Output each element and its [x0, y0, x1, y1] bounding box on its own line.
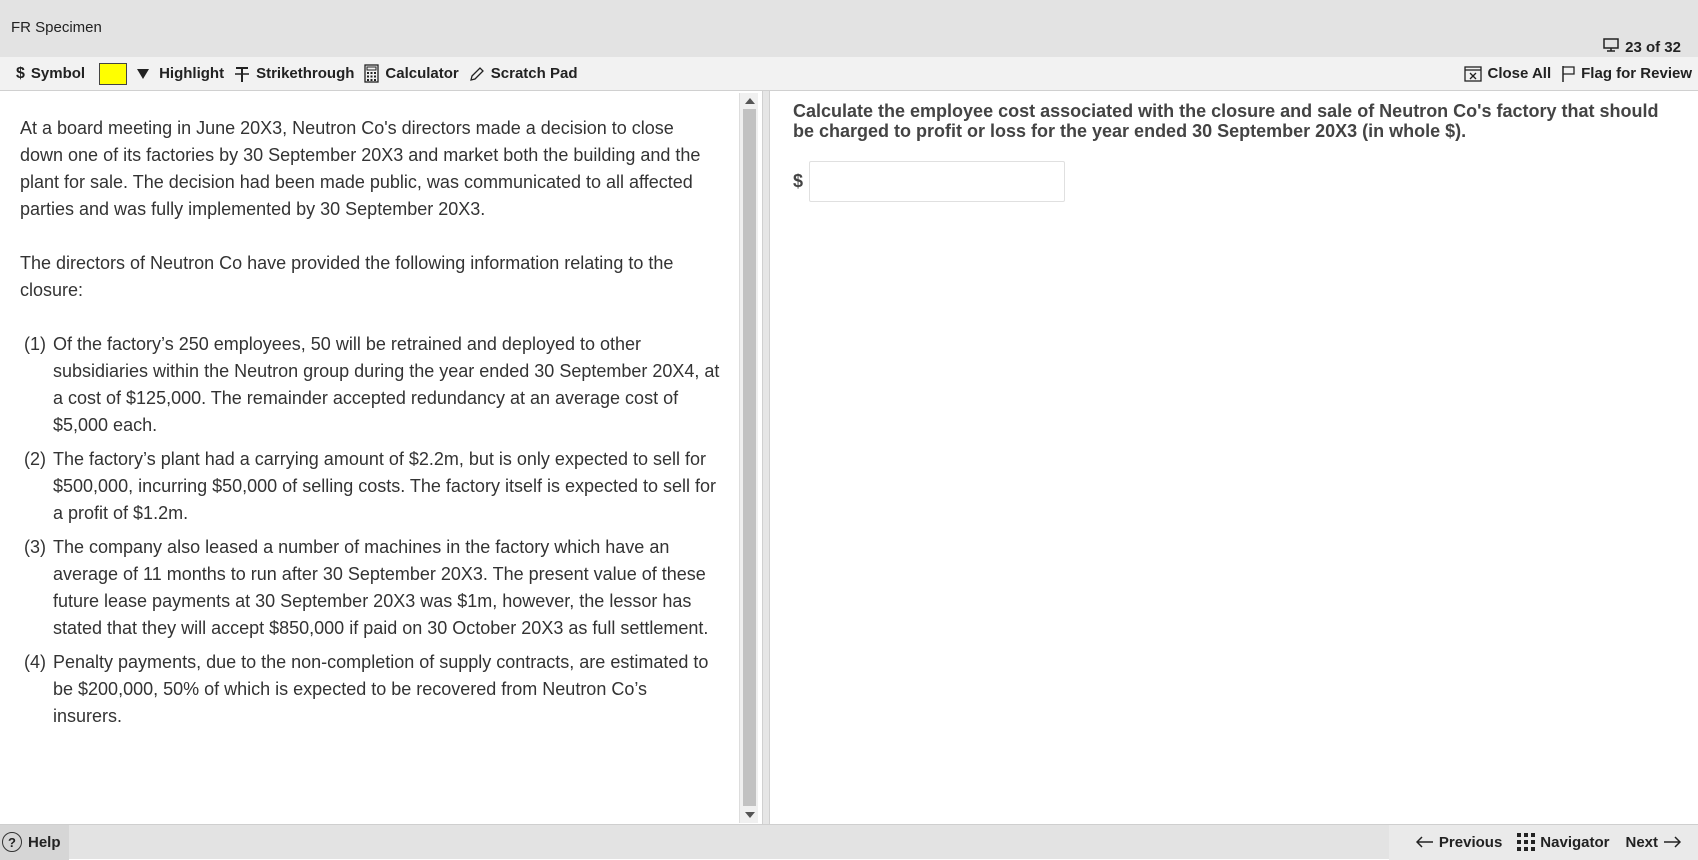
pencil-icon: [469, 66, 485, 82]
navigation-group: [1389, 825, 1698, 860]
monitor-icon: [1603, 38, 1619, 56]
next-label: Next: [1625, 833, 1658, 851]
next-button[interactable]: [1625, 834, 1686, 851]
grid-icon: [1517, 833, 1535, 851]
scenario-scrollbar[interactable]: [739, 93, 758, 823]
help-icon: ?: [2, 832, 22, 852]
scenario-numbered-list: [20, 331, 720, 730]
scroll-down-icon[interactable]: [745, 812, 755, 818]
scenario-content: [20, 115, 720, 737]
list-item: [20, 649, 720, 730]
flag-for-review-button[interactable]: [1561, 65, 1692, 83]
close-all-label: Close All: [1487, 65, 1552, 82]
scenario-paragraph-1: At a board meeting in June 20X3, Neutron Co's directors made a decision to close down one of its factories by 30 September 20X3 and market both the building and the plant for sale. The decision had been made public, was communicated to all affected parties and was fully implemented by 30 September 20X3.: [20, 118, 701, 219]
strikethrough-icon: [234, 66, 250, 82]
highlight-color-swatch[interactable]: [99, 63, 127, 85]
strikethrough-label: Strikethrough: [256, 65, 355, 82]
list-item-number: (1): [24, 334, 46, 354]
scroll-up-icon[interactable]: [745, 98, 755, 104]
list-item-text: Penalty payments, due to the non-completion of supply contracts, are estimated to be $200,000, 50% of which is expected to be recovered from Neutron Co’s insurers.: [53, 652, 709, 726]
question-pane: [771, 91, 1698, 824]
question-text: Calculate the employee cost associated with the closure and sale of Neutron Co's factory that should be charged to profit or loss for the year ended 30 September 20X3 (in whole $).: [793, 101, 1659, 141]
flag-for-review-label: Flag for Review: [1581, 65, 1692, 82]
symbol-button[interactable]: [16, 65, 85, 83]
title-bar: [0, 0, 1698, 57]
list-item-text: Of the factory’s 250 employees, 50 will be retrained and deployed to other subsidiaries within the Neutron group during the year ended 30 September 20X4, at a cost of $125,000. The remainder accepted redundancy at an average cost of $5,000 each.: [53, 334, 720, 435]
scratch-pad-button[interactable]: [469, 65, 578, 82]
highlight-button[interactable]: [137, 65, 224, 82]
dropdown-triangle-icon[interactable]: [137, 69, 149, 79]
symbol-label: Symbol: [30, 65, 86, 82]
close-all-button[interactable]: [1464, 65, 1552, 82]
scrollbar-thumb[interactable]: [743, 109, 756, 806]
scenario-pane: [0, 91, 741, 824]
list-item-number: (4): [24, 652, 46, 672]
list-item-text: The factory’s plant had a carrying amount of $2.2m, but is only expected to sell for $500,000, incurring $50,000 of selling costs. The factory itself is expected to sell for a profit of $1.2m.: [53, 449, 717, 523]
scenario-paragraph-2: The directors of Neutron Co have provided the following information relating to the closure:: [20, 253, 674, 300]
footer-bar: [0, 824, 1698, 859]
previous-button[interactable]: [1411, 834, 1502, 851]
list-item-number: (2): [24, 449, 46, 469]
arrow-right-icon: [1663, 836, 1681, 848]
navigator-label: Navigator: [1540, 833, 1610, 851]
list-item-text: The company also leased a number of machines in the factory which have an average of 11 months to run after 30 September 20X3. The present value of these future lease payments at 30 September 20X3 was $1m, however, the lessor has stated that they will accept $850,000 if paid on 30 October 20X3 as full settlement.: [53, 537, 709, 638]
calculator-button[interactable]: [364, 64, 458, 83]
currency-symbol: $: [793, 171, 804, 191]
strikethrough-button[interactable]: [234, 65, 354, 82]
help-button[interactable]: [0, 825, 69, 860]
highlight-label: Highlight: [159, 65, 225, 82]
list-item: [20, 331, 720, 439]
calculator-icon: [364, 64, 379, 83]
close-window-icon: [1464, 66, 1482, 82]
navigator-button[interactable]: [1512, 833, 1609, 851]
scratch-pad-label: Scratch Pad: [490, 65, 578, 82]
answer-row: [793, 161, 1065, 202]
calculator-label: Calculator: [385, 65, 459, 82]
dollar-icon: $: [16, 64, 25, 82]
list-item-number: (3): [24, 537, 46, 557]
app-title: FR Specimen: [11, 19, 102, 36]
list-item: [20, 534, 720, 642]
list-item: [20, 446, 720, 527]
pane-splitter[interactable]: [762, 91, 770, 824]
answer-input[interactable]: [809, 161, 1065, 202]
previous-label: Previous: [1438, 833, 1503, 851]
counter-text: 23 of 32: [1625, 38, 1681, 56]
flag-icon: [1561, 65, 1575, 83]
help-label: Help: [28, 833, 61, 851]
arrow-left-icon: [1416, 836, 1434, 848]
toolbar: [0, 57, 1698, 91]
question-counter: [1603, 38, 1681, 56]
